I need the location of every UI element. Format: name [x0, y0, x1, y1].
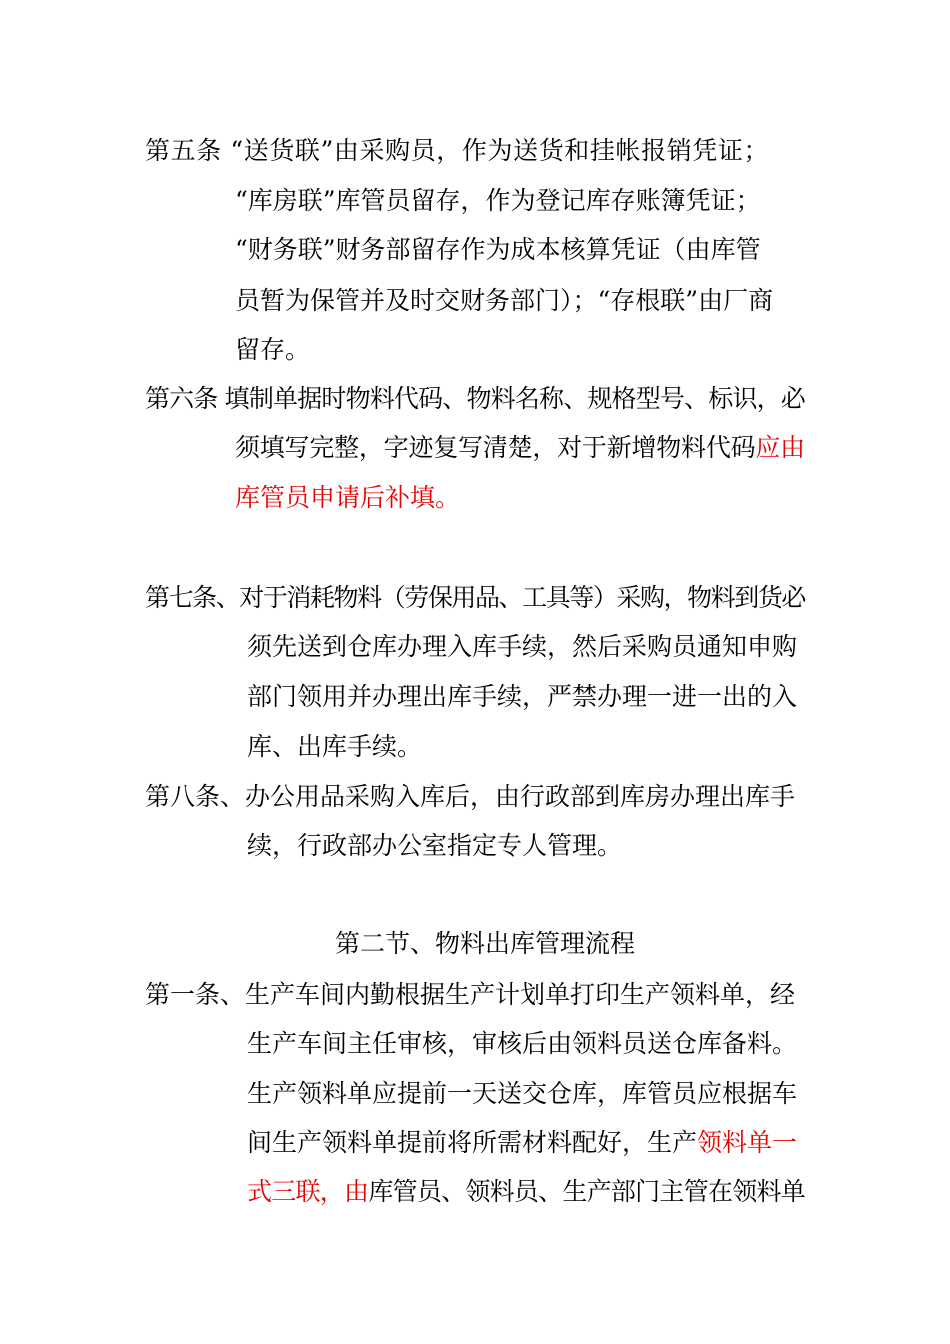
article-7-line-3: 部门领用并办理出库手续，严禁办理一进一出的入 — [247, 682, 798, 711]
section-2-title: 第二节、物料出库管理流程 — [335, 929, 636, 958]
article-1-line-2: 生产车间主任审核，审核后由领料员送仓库备料。 — [247, 1029, 798, 1058]
article-6-line-2 — [235, 433, 805, 463]
article-5-line-1: 第五条 “送货联”由采购员，作为送货和挂帐报销凭证； — [145, 136, 770, 165]
article-6-line-1: 第六条 填制单据时物料代码、物料名称、规格型号、标识，必 — [145, 384, 805, 413]
article-1-line-5-text: 库管员、领料员、生产部门主管在领料单 — [368, 1177, 805, 1206]
article-7-line-2: 须先送到仓库办理入库手续，然后采购员通知申购 — [247, 632, 798, 661]
article-5-line-5: 留存。 — [235, 335, 311, 364]
article-1-line-4-text: 间生产领料单提前将所需材料配好，生产 — [247, 1128, 698, 1157]
article-5-line-3: “财务联”财务部留存作为成本核算凭证（由库管 — [235, 235, 761, 264]
article-1-line-1: 第一条、生产车间内勤根据生产计划单打印生产领料单，经 — [145, 980, 796, 1009]
article-8-line-1: 第八条、办公用品采购入库后，由行政部到库房办理出库手 — [145, 782, 796, 811]
article-6-line-2-text: 须填写完整，字迹复写清楚，对于新增物料代码 — [235, 433, 756, 462]
article-8-line-2: 续，行政部办公室指定专人管理。 — [247, 831, 623, 860]
article-7-line-4: 库、出库手续。 — [247, 732, 423, 761]
article-1-line-3: 生产领料单应提前一天送交仓库，库管员应根据车 — [247, 1079, 798, 1108]
article-6-line-3-highlight: 库管员申请后补填。 — [235, 483, 461, 512]
article-1-highlight-start: 领料单一 — [697, 1128, 798, 1157]
article-5-line-2: “库房联”库管员留存，作为登记库存账簿凭证； — [235, 186, 761, 215]
article-6-highlight-start: 应由 — [755, 433, 805, 462]
article-1-line-5 — [247, 1177, 805, 1207]
article-5-line-4: 员暂为保管并及时交财务部门）；“存根联”由厂商 — [235, 286, 774, 315]
article-1-highlight-end: 式三联，由 — [247, 1177, 369, 1206]
article-7-line-1: 第七条、对于消耗物料（劳保用品、工具等）采购，物料到货必 — [145, 583, 805, 612]
article-1-line-4 — [247, 1128, 797, 1158]
